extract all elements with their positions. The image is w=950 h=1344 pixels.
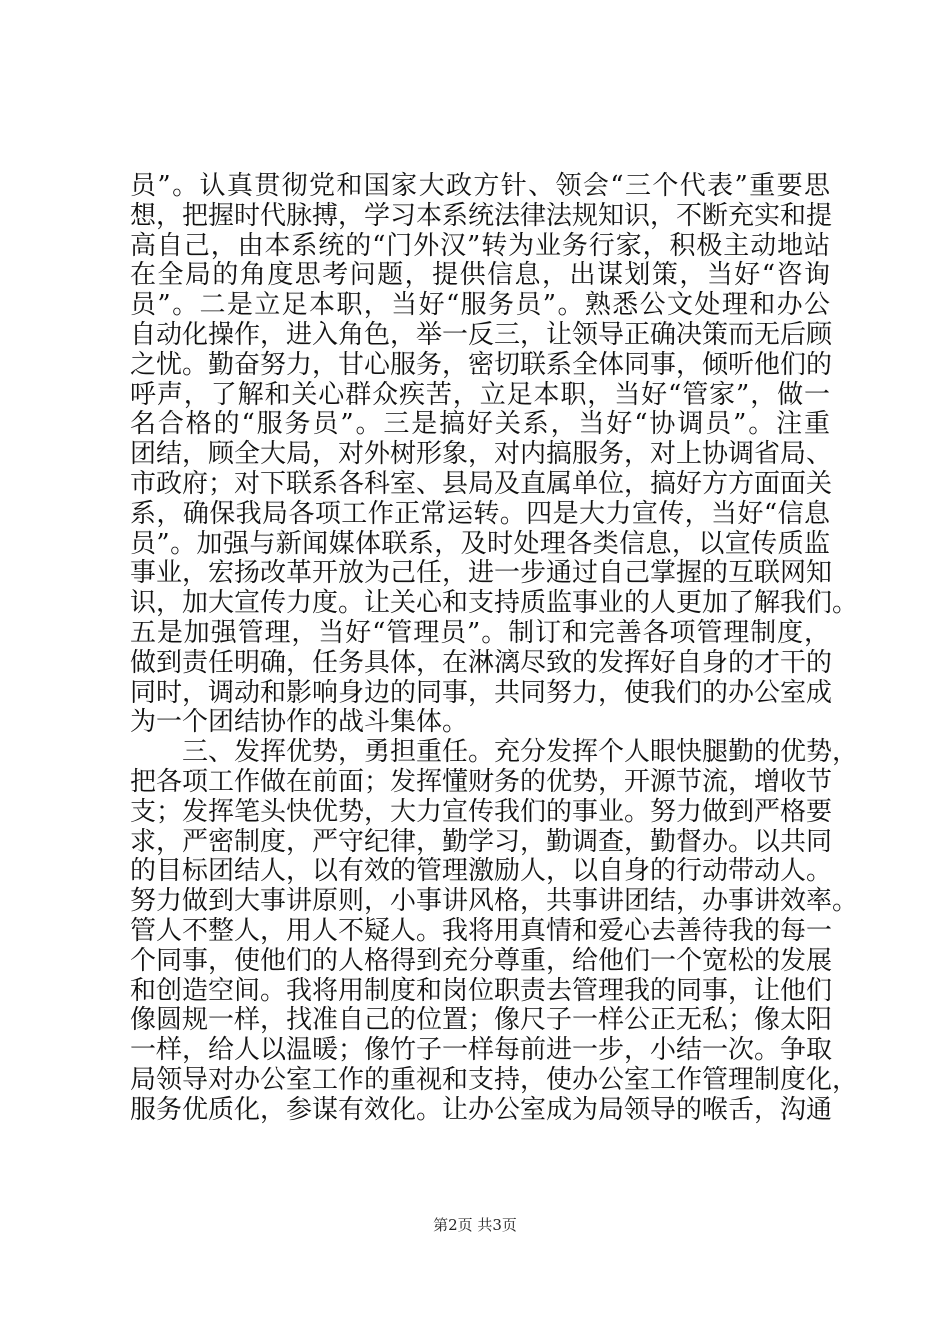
paragraph-1-line: 识，加大宣传力度。让关心和支持质监事业的人更加了解我们。 <box>130 588 859 619</box>
page-footer: 第2页 共3页 <box>433 1216 517 1234</box>
paragraph-1-line: 员”。加强与新闻媒体联系，及时处理各类信息，以宣传质监 <box>130 528 830 559</box>
paragraph-1-line: 员”。认真贯彻党和国家大政方针、领会“三个代表”重要思 <box>130 171 830 201</box>
paragraph-1-line: 之忧。勤奋努力，甘心服务，密切联系全体同事，倾听他们的 <box>130 349 833 380</box>
paragraph-2-line: 管人不整人，用人不疑人。我将用真情和爱心去善待我的每一 <box>130 915 833 946</box>
paragraph-1-line: 团结，顾全大局，对外树形象，对内搞服务，对上协调省局、 <box>130 439 833 470</box>
paragraph-2-line: 和创造空间。我将用制度和岗位职责去管理我的同事，让他们 <box>130 975 833 1006</box>
paragraph-2-line: 把各项工作做在前面；发挥懂财务的优势，开源节流，增收节 <box>130 766 833 797</box>
paragraph-1-line: 高自己，由本系统的“门外汉”转为业务行家，积极主动地站 <box>130 230 830 261</box>
paragraph-1-line: 为一个团结协作的战斗集体。 <box>130 707 469 738</box>
paragraph-1-line: 员”。二是立足本职，当好“服务员”。熟悉公文处理和办公 <box>130 290 830 321</box>
paragraph-1-line: 事业，宏扬改革开放为己任，进一步通过自己掌握的互联网知 <box>130 558 833 589</box>
paragraph-1-line: 在全局的角度思考问题，提供信息，出谋划策，当好“咨询 <box>130 260 830 291</box>
paragraph-1-line: 名合格的“服务员”。三是搞好关系，当好“协调员”。注重 <box>130 409 830 440</box>
paragraph-2-line: 一样，给人以温暖；像竹子一样每前进一步，小结一次。争取 <box>130 1035 833 1066</box>
paragraph-2-line: 努力做到大事讲原则，小事讲风格，共事讲团结，办事讲效率。 <box>130 886 859 917</box>
paragraph-1-line: 同时，调动和影响身边的同事，共同努力，使我们的办公室成 <box>130 677 833 708</box>
paragraph-1-line: 自动化操作，进入角色，举一反三，让领导正确决策而无后顾 <box>130 319 833 350</box>
document-body <box>130 171 859 1126</box>
paragraph-2-line: 三、发挥优势，勇担重任。充分发挥个人眼快腿勤的优势， <box>130 737 859 768</box>
paragraph-1-line: 市政府；对下联系各科室、县局及直属单位，搞好方方面面关 <box>130 468 833 499</box>
paragraph-2-line: 个同事，使他们的人格得到充分尊重，给他们一个宽松的发展 <box>130 945 833 976</box>
paragraph-2-line: 求，严密制度，严守纪律，勤学习，勤调查，勤督办。以共同 <box>130 826 833 857</box>
paragraph-2-line: 服务优质化，参谋有效化。让办公室成为局领导的喉舌，沟通 <box>130 1094 833 1125</box>
paragraph-1-line: 呼声，了解和关心群众疾苦，立足本职，当好“管家”，做一 <box>130 379 830 410</box>
paragraph-2-line: 局领导对办公室工作的重视和支持，使办公室工作管理制度化， <box>130 1064 859 1095</box>
paragraph-1-line: 五是加强管理，当好“管理员”。制订和完善各项管理制度， <box>130 617 830 648</box>
paragraph-2-line: 的目标团结人，以有效的管理激励人，以自身的行动带动人。 <box>130 856 833 887</box>
paragraph-1-line: 系，确保我局各项工作正常运转。四是大力宣传，当好“信息 <box>130 498 830 529</box>
paragraph-2-line: 支；发挥笔头快优势，大力宣传我们的事业。努力做到严格要 <box>130 796 833 827</box>
paragraph-2-line: 像圆规一样，找准自己的位置；像尺子一样公正无私；像太阳 <box>130 1005 833 1036</box>
paragraph-1-line: 想，把握时代脉搏，学习本系统法律法规知识，不断充实和提 <box>130 200 833 231</box>
paragraph-1-line: 做到责任明确，任务具体，在淋漓尽致的发挥好自身的才干的 <box>130 647 833 678</box>
